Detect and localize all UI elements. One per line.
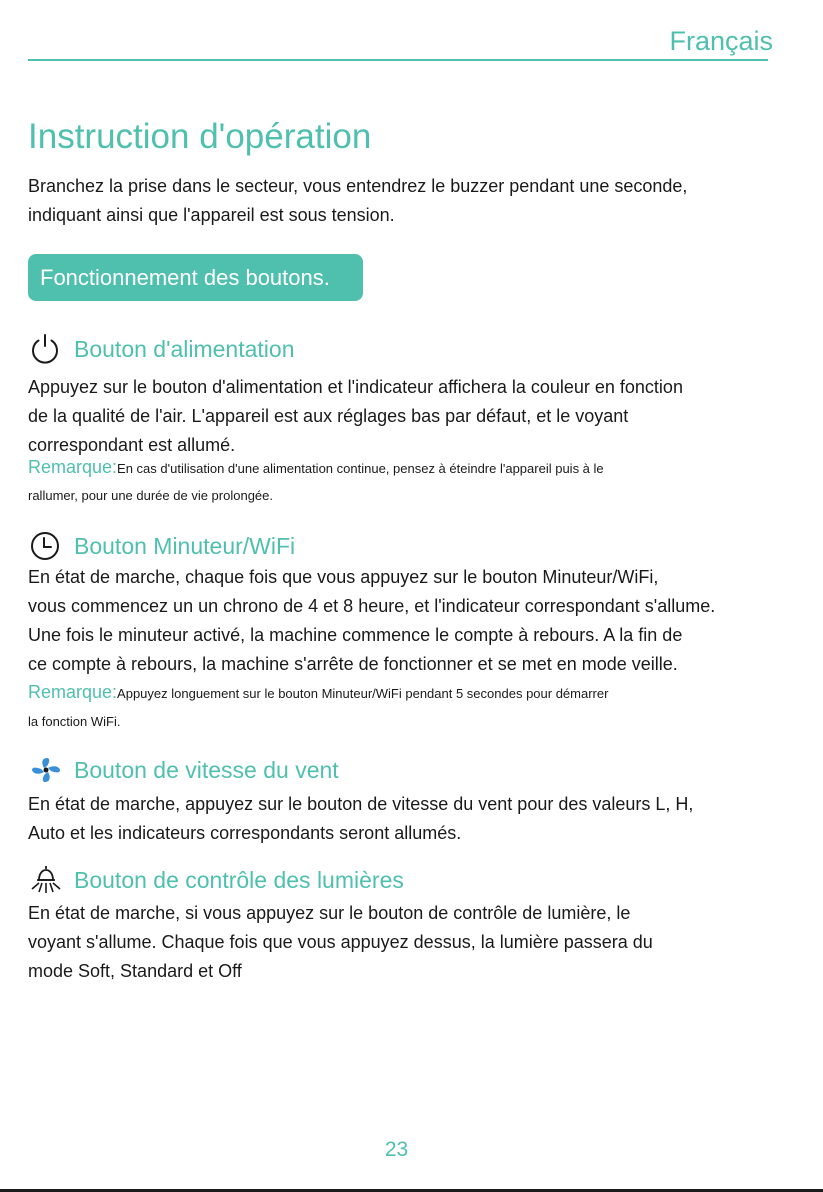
fan-icon: [28, 753, 66, 787]
section-heading-timer: [28, 529, 295, 563]
light-bulb-icon: [28, 863, 66, 897]
body-line: En état de marche, chaque fois que vous appuyez sur le bouton Minuteur/WiFi,: [28, 567, 659, 587]
body-line: correspondant est allumé.: [28, 435, 236, 455]
section-heading-fan: [28, 753, 339, 787]
section-title: Bouton de contrôle des lumières: [74, 866, 404, 893]
header-divider: [28, 59, 768, 61]
note-text: la fonction WiFi.: [28, 714, 121, 729]
note-text: rallumer, pour une durée de vie prolongée.: [28, 488, 273, 503]
note: [28, 457, 604, 478]
body-line: Une fois le minuteur activé, la machine commence le compte à rebours. A la fin de: [28, 625, 683, 645]
note-label: Remarque:: [28, 682, 118, 702]
section-badge: Fonctionnement des boutons.: [28, 254, 363, 301]
body-line: vous commencez un un chrono de 4 et 8 heure, et l'indicateur correspondant s'allume.: [28, 596, 716, 616]
clock-icon: [28, 529, 66, 563]
section-title: Bouton d'alimentation: [74, 335, 295, 362]
section-heading-power: [28, 332, 295, 366]
intro-line-2: indiquant ainsi que l'appareil est sous tension.: [28, 205, 395, 225]
body-line: Appuyez sur le bouton d'alimentation et l'indicateur affichera la couleur en fonction: [28, 377, 683, 397]
page-number: 23: [384, 1138, 409, 1161]
page-title: Instruction d'opération: [28, 117, 372, 156]
section-title: Bouton Minuteur/WiFi: [74, 532, 296, 559]
body-line: mode Soft, Standard et Off: [28, 961, 242, 981]
section-title: Bouton de vitesse du vent: [74, 756, 339, 783]
note-text: En cas d'utilisation d'une alimentation continue, pensez à éteindre l'appareil puis à le: [117, 461, 604, 476]
intro-line-1: Branchez la prise dans le secteur, vous entendrez le buzzer pendant une seconde,: [28, 176, 688, 196]
section-heading-light: [28, 863, 404, 897]
note-label: Remarque:: [28, 457, 118, 477]
body-line: Auto et les indicateurs correspondants seront allumés.: [28, 823, 462, 843]
body-line: ce compte à rebours, la machine s'arrête de fonctionner et se met en mode veille.: [28, 654, 678, 674]
note-text: Appuyez longuement sur le bouton Minuteur/WiFi pendant 5 secondes pour démarrer: [117, 686, 609, 701]
body-line: de la qualité de l'air. L'appareil est aux réglages bas par défaut, et le voyant: [28, 406, 629, 426]
language-label: Français: [669, 26, 773, 56]
power-icon: [28, 332, 66, 366]
body-line: voyant s'allume. Chaque fois que vous appuyez dessus, la lumière passera du: [28, 932, 653, 952]
body-line: En état de marche, appuyez sur le bouton de vitesse du vent pour des valeurs L, H,: [28, 794, 694, 814]
note: [28, 682, 608, 703]
body-line: En état de marche, si vous appuyez sur le bouton de contrôle de lumière, le: [28, 903, 631, 923]
